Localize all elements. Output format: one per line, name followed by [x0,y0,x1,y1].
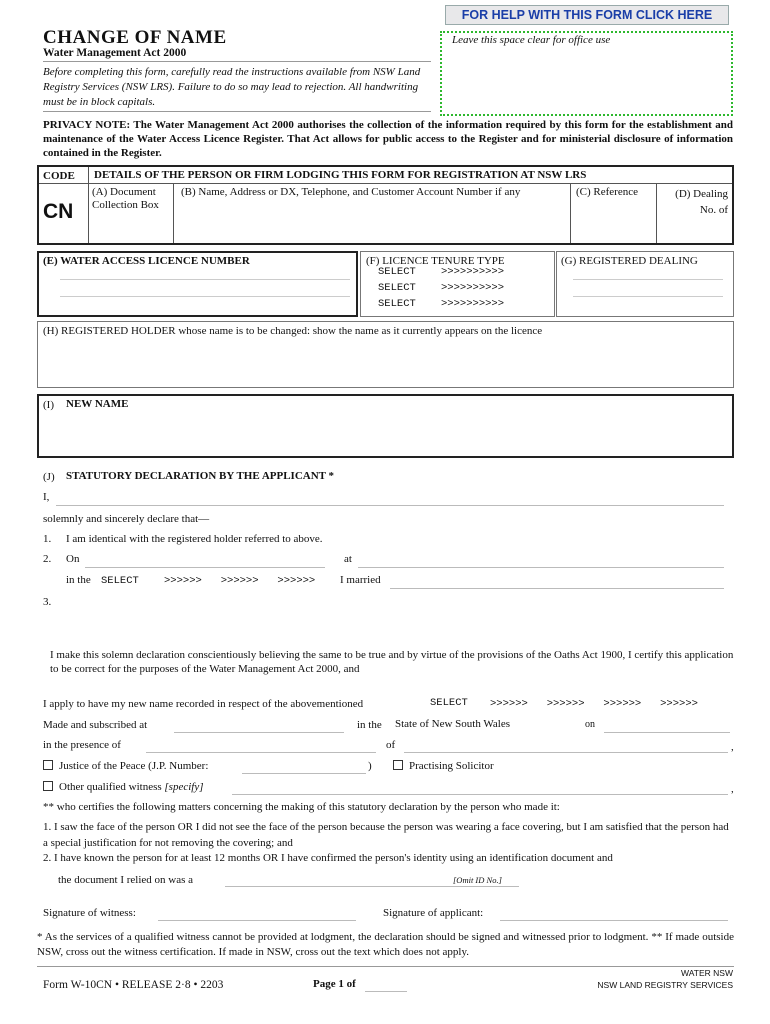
jp-number-field[interactable] [242,773,366,774]
col-a-document-collection-box[interactable]: (A) Document Collection Box [92,186,159,211]
comma-2: , [731,783,734,795]
tenure-select-2[interactable]: SELECT >>>>>>>>>> [378,282,505,294]
jp-option [43,760,208,772]
witness-signature-field[interactable] [158,920,356,921]
relied-label: the document I relied on was a [58,874,194,886]
item-3-number: 3. [43,596,52,608]
section-i-prefix: (I) [43,399,54,411]
page-count-field[interactable] [365,991,407,992]
item-2-select[interactable]: SELECT >>>>>> >>>>>> >>>>>> [101,575,316,587]
made-at-field[interactable] [174,732,344,733]
solemnly-text: solemnly and sincerely declare that— [43,513,210,525]
office-use-box [440,31,733,116]
apply-text: I apply to have my new name recorded in respect of the abovementioned [43,698,364,710]
item-2-married: I married [340,574,381,586]
applicant-signature-label: Signature of applicant: [383,907,484,919]
privacy-note: PRIVACY NOTE: The Water Management Act 2000 authorises the collection of the information required by this form for the establishment and maintenance of the Water Access Licence Register. That Act allows for public access to the Register and for ministerial disclosure of information contained in the Register. [43,119,733,159]
item-2-date-field[interactable] [85,567,325,568]
org-nsw-lrs: NSW LAND REGISTRY SERVICES [597,980,733,990]
help-button[interactable]: FOR HELP WITH THIS FORM CLICK HERE [445,5,729,25]
id-document-field[interactable] [225,886,519,887]
form-title: CHANGE OF NAME [43,27,227,48]
act-subtitle: Water Management Act 2000 [43,47,187,59]
org-water-nsw: WATER NSW [681,968,733,978]
item-2-on: On [66,553,80,565]
section-j-heading: STATUTORY DECLARATION BY THE APPLICANT * [66,470,335,482]
item-2-place-field[interactable] [358,567,724,568]
apply-select[interactable]: SELECT [430,697,468,709]
other-witness-label: Other qualified witness [59,781,162,793]
declarant-i-label: I, [43,491,50,503]
solicitor-checkbox[interactable] [393,760,403,770]
witness-signature-label: Signature of witness: [43,907,136,919]
page-label: Page 1 of [313,978,356,990]
section-g-label: (G) REGISTERED DEALING [561,255,698,267]
solicitor-label: Practising Solicitor [409,760,494,772]
office-use-text: Leave this space clear for office use [452,34,611,46]
specify-label: [specify] [164,781,204,793]
in-the-label: in the [357,719,382,731]
other-witness-option [43,781,204,793]
declaration-text: I make this solemn declaration conscientiously believing the same to be true and by virtue of the provisions of the Oaths Act 1900, I certify this application to be correct for the purposes of the Water Management Act 2000, and [50,649,734,675]
item-2-in-the: in the [66,574,91,586]
col-d-dealing-no[interactable]: (D) Dealing No. of [675,188,728,216]
comma-1: , [731,741,734,753]
of-label: of [386,739,396,751]
solicitor-option [393,760,494,772]
certifies-text: ** who certifies the following matters concerning the making of this statutory declaration by the person who made it: [43,801,560,813]
details-heading: DETAILS OF THE PERSON OR FIRM LODGING THIS FORM FOR REGISTRATION AT NSW LRS [94,169,587,181]
cert-1-text: 1. I saw the face of the person OR I did not see the face of the person because the person was wearing a face covering, but I am satisfied that the person had a special justification for not removing the covering; and [43,821,729,849]
state-value: State of New South Wales [395,718,511,730]
jp-checkbox[interactable] [43,760,53,770]
footnote: * As the services of a qualified witness cannot be provided at lodgment, the declaration should be signed and witnessed prior to lodgment. ** If made outside NSW, cross out the witness certification. If made in NSW, cross out the text which does not apply. [37,931,734,958]
section-e-label: (E) WATER ACCESS LICENCE NUMBER [43,255,250,267]
col-b-lodger-details[interactable]: (B) Name, Address or DX, Telephone, and Customer Account Number if any [181,186,521,198]
omit-id-note: [Omit ID No.] [453,875,502,885]
section-j-prefix: (J) [43,471,55,483]
jp-close: ) [368,760,372,772]
code-value: CN [43,200,74,223]
applicant-signature-field[interactable] [500,920,728,921]
section-f-label: (F) LICENCE TENURE TYPE [366,255,505,267]
section-i-label: NEW NAME [66,398,129,410]
form-id: Form W-10CN • RELEASE 2·8 • 2203 [43,979,224,991]
item-2-number: 2. [43,553,52,565]
item-2-married-field[interactable] [390,588,724,589]
item-1-number: 1. [43,533,52,545]
col-c-reference[interactable]: (C) Reference [576,186,638,198]
section-i-new-name[interactable] [37,394,734,458]
item-2-at: at [344,553,352,565]
on-label: on [585,719,595,730]
tenure-select-1[interactable]: SELECT >>>>>>>>>> [378,266,505,278]
presence-field[interactable] [146,752,376,753]
section-h-label: (H) REGISTERED HOLDER whose name is to be changed: show the name as it currently appears on the licence [43,325,543,337]
code-label: CODE [43,170,75,182]
intro-text: Before completing this form, carefully read the instructions available from NSW Land Registry Services (NSW LRS). Failure to do so may lead to rejection. All handwriting must be in block capitals. [43,66,421,108]
other-witness-checkbox[interactable] [43,781,53,791]
presence-label: in the presence of [43,739,121,751]
made-on-date-field[interactable] [604,732,730,733]
declarant-name-field[interactable] [56,505,724,506]
item-1-text: I am identical with the registered holder referred to above. [66,533,323,545]
cert-2-text: 2. I have known the person for at least 12 months OR I have confirmed the person's identity using an identification document and [43,852,613,864]
made-at-label: Made and subscribed at [43,719,148,731]
witness-address-field[interactable] [404,752,728,753]
tenure-select-3[interactable]: SELECT >>>>>>>>>> [378,298,505,310]
jp-label: Justice of the Peace (J.P. Number: [59,760,209,772]
other-witness-field[interactable] [232,794,728,795]
apply-arrows[interactable]: >>>>>> >>>>>> >>>>>> >>>>>> [490,698,698,710]
